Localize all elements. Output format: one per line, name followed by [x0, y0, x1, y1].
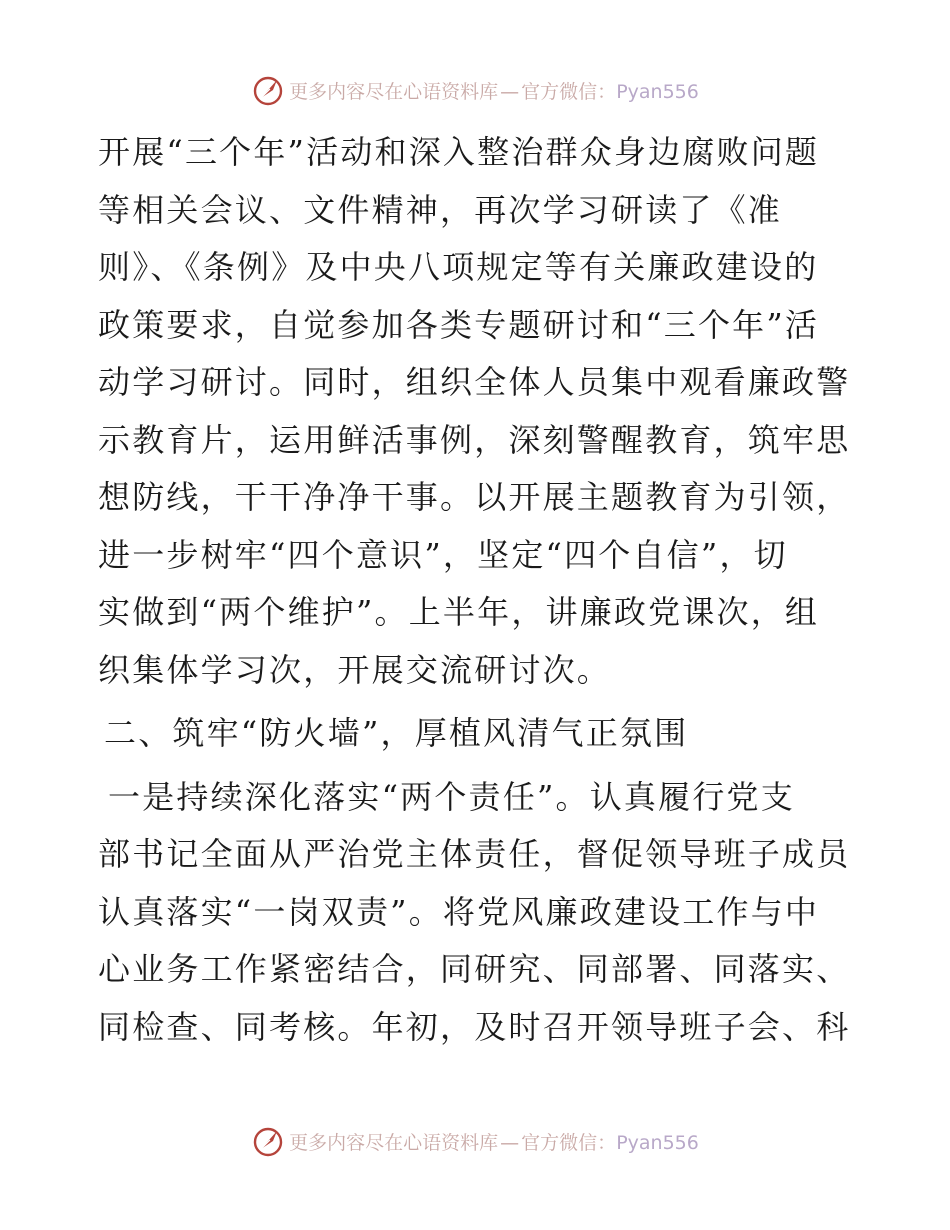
- text-line: 织集体学习次，开展交流研讨次。: [98, 650, 612, 689]
- text-line: 想防线，干干净净干事。以开展主题教育为引领，: [98, 478, 851, 516]
- text-line: 同检查、同考核。年初，及时召开领导班子会、科: [98, 1007, 851, 1046]
- document-body: [98, 124, 858, 1056]
- watermark-cn-text: 更多内容尽在心语资料库: [289, 1131, 499, 1154]
- text-line: 政策要求，自觉参加各类专题研讨和“三个年”活: [98, 305, 820, 344]
- quill-circle-logo-icon: [251, 73, 285, 107]
- section-heading-2: 二、筑牢“防火墙”，厚植风清气正氛围: [104, 714, 689, 752]
- text-line: 示教育片，运用鲜活事例，深刻警醒教育，筑牢思: [98, 420, 851, 459]
- text-line: 进一步树牢“四个意识”，坚定“四个自信”，切: [98, 535, 788, 574]
- quill-circle-logo-icon: [251, 1124, 285, 1158]
- text-line: 等相关会议、文件精神，再次学习研读了《准: [98, 190, 783, 229]
- paragraph-2: [98, 769, 858, 1057]
- text-line: 动学习研讨。同时，组织全体人员集中观看廉政警: [98, 363, 851, 401]
- paragraph-1: [98, 124, 858, 699]
- text-line: 则》、《条例》及中央八项规定等有关廉政建设的: [98, 248, 819, 286]
- header-watermark: [0, 70, 950, 110]
- watermark-account-label: 官方微信：: [521, 80, 617, 103]
- text-line: 开展“三个年”活动和深入整治群众身边腐败问题: [98, 133, 820, 171]
- text-line: 一是持续深化落实“两个责任”。认真履行党支: [108, 777, 795, 816]
- watermark-cn-text: 更多内容尽在心语资料库: [289, 80, 499, 103]
- watermark-account-id: Pyan556: [616, 80, 699, 103]
- text-line: 认真落实“一岗双责”。将党风廉政建设工作与中: [98, 892, 820, 931]
- text-line: 部书记全面从严治党主体责任，督促领导班子成员: [98, 835, 851, 873]
- footer-watermark: [0, 1121, 950, 1161]
- watermark-separator: —: [500, 1131, 520, 1154]
- watermark-separator: —: [500, 80, 520, 103]
- watermark-account-label: 官方微信：: [521, 1131, 617, 1154]
- text-line: 心业务工作紧密结合，同研究、同部署、同落实、: [98, 950, 851, 988]
- text-line: 实做到“两个维护”。上半年，讲廉政党课次，组: [98, 593, 820, 631]
- watermark-account-id: Pyan556: [616, 1131, 699, 1154]
